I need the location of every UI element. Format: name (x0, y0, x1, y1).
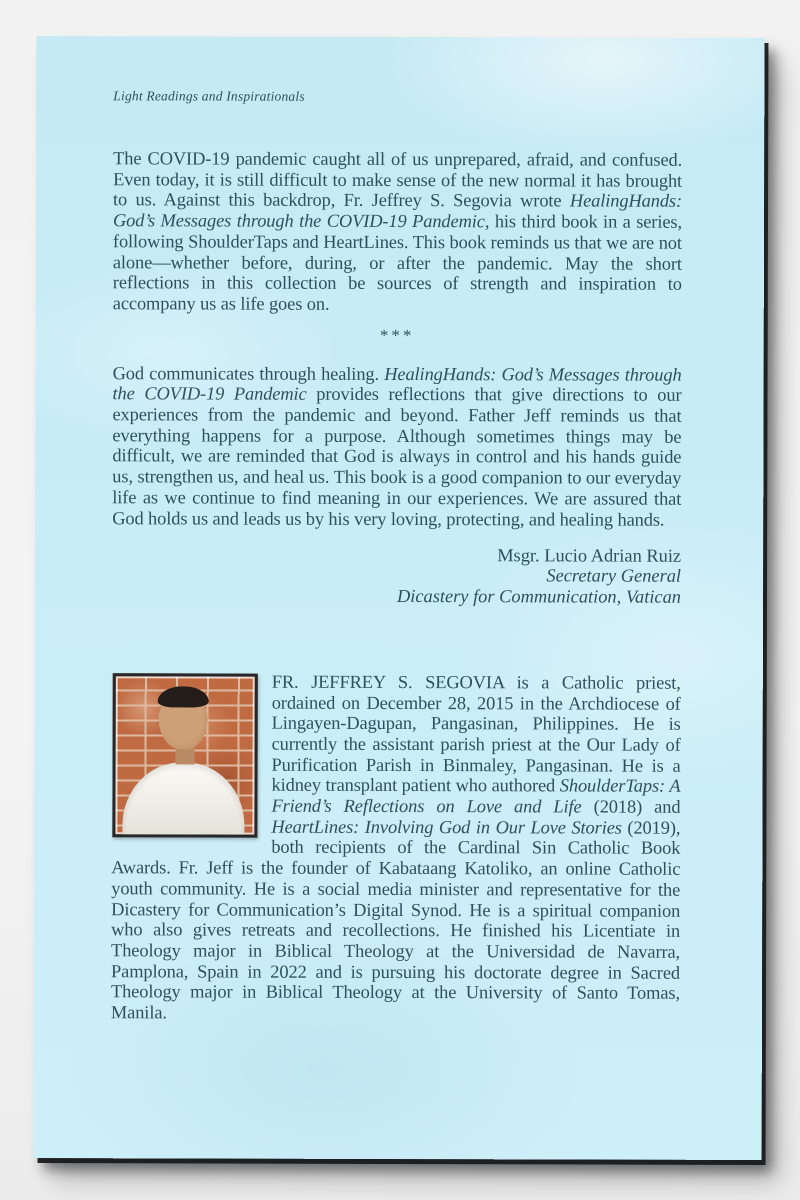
endorsement-signature (112, 544, 681, 606)
author-bio-section (111, 671, 681, 1024)
reviewer-organization: Dicastery for Communication, Vatican (396, 585, 682, 607)
photo-person-hair (157, 686, 208, 707)
endorsement-paragraph-2: God communicates through healing. HealingHands: God’s Messages through the COVID-19 Pandemic provides reflections that give directions to our experiences from the pandemic and beyond. Father Jeff reminds us that everything happens for a purpose. Although sometimes things may be difficult, we are reminded that God is always in control and his hands guide us, strengthen us, and heal us. This book is a good companion to our everyday life as we continue to find meaning in our experiences. We are assured that God holds us and leads us by his very loving, protecting, and healing hands. (112, 362, 682, 530)
endorsement-paragraph-1: The COVID-19 pandemic caught all of us unprepared, afraid, and confused. Even today, it is still difficult to make sense of the new normal it has brought to us. Against this backdrop, Fr. Jeffrey S. Segovia wrote HealingHands: God’s Messages through the COVID-19 Pandemic, his third book in a series, following ShoulderTaps and HeartLines. This book reminds us that we are not alone—whether before, during, or after the pandemic. May the short reflections in this collection be sources of strength and inspiration to accompany us as life goes on. (112, 148, 683, 314)
asterisk-separator: *** (379, 325, 415, 345)
reviewer-name: Msgr. Lucio Adrian Ruiz (497, 545, 682, 566)
book-page (34, 36, 765, 1160)
reviewer-title: Secretary General (546, 565, 682, 587)
photo-person-robe (122, 762, 245, 837)
author-bio-paragraph: FR. JEFFREY S. SEGOVIA is a Catholic priest, ordained on December 28, 2015 in the Archdiocese of Lingayen-Dagupan, Pangasinan, Philippines. He is currently the assistant parish priest at the Our Lady of Purification Parish in Binmaley, Pangasinan. He is a kidney transplant patient who authored ShoulderTaps: A Friend’s Reflections on Love and Life (2018) and HeartLines: Involving God in Our Love Stories (2019), both recipients of the Cardinal Sin Catholic Book Awards. Fr. Jeff is the founder of Kabataang Katoliko, an online Catholic youth community. He is a social media minister and representative for the Dicastery for Communication’s Digital Synod. He is a spiritual companion who also gives retreats and recollections. He finished his Licentiate in Theology major in Biblical Theology at the Universidad de Navarra, Pamplona, Spain in 2022 and is pursuing his doctorate degree in Sacred Theology major in Biblical Theology at the University of Santo Tomas, Manila. (110, 671, 681, 1023)
running-head: Light Readings and Inspirationals (113, 88, 305, 104)
author-photo (112, 673, 257, 837)
page-content (34, 36, 765, 1025)
